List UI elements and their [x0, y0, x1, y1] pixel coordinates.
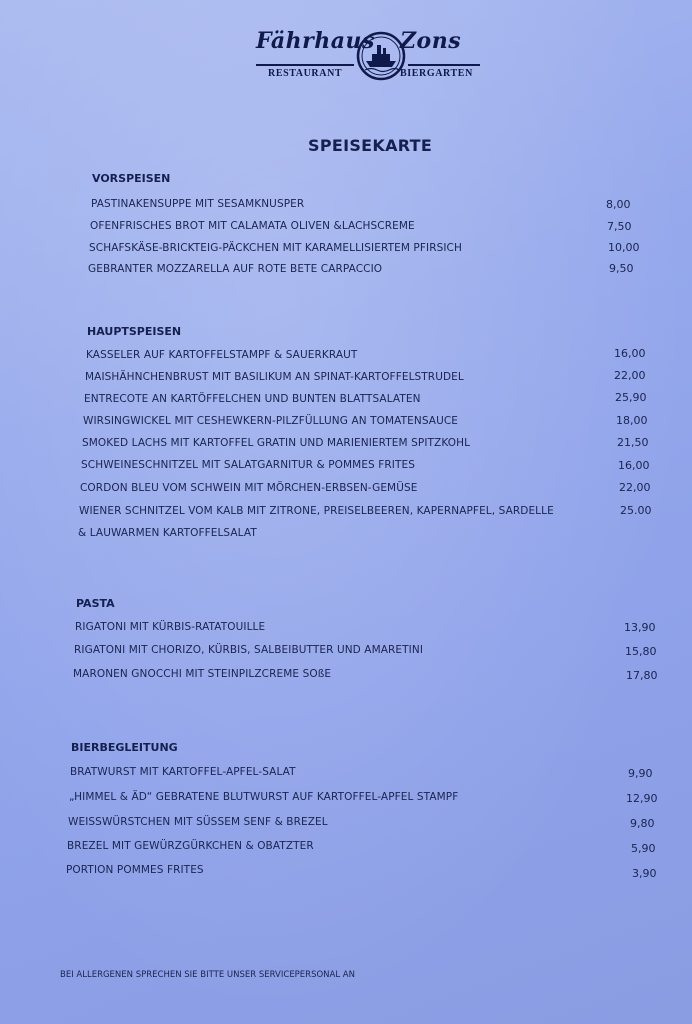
menu-item: CORDON BLEU VOM SCHWEIN MIT MÖRCHEN-ERBSEN-GEMÜSE	[80, 482, 418, 494]
menu-item: ENTRECOTE AN KARTÖFFELCHEN UND BUNTEN BLATTSALATEN	[84, 393, 421, 405]
menu-item-price: 15,80	[625, 645, 657, 658]
logo-rule-right	[408, 64, 480, 66]
menu-item: MAISHÄHNCHENBRUST MIT BASILIKUM AN SPINAT-KARTOFFELSTRUDEL	[85, 371, 464, 383]
menu-item: WIENER SCHNITZEL VOM KALB MIT ZITRONE, PREISELBEEREN, KAPERNAPFEL, SARDELLE	[79, 505, 554, 517]
logo-name-right: Zons	[400, 28, 462, 54]
menu-item: WEISSWÜRSTCHEN MIT SÜSSEM SENF & BREZEL	[68, 816, 328, 828]
section-heading-bierbegleitung: BIERBEGLEITUNG	[71, 741, 178, 754]
menu-item-price: 16,00	[614, 347, 646, 360]
menu-item-price: 18,00	[616, 414, 648, 427]
ferry-emblem-icon	[355, 30, 407, 82]
menu-item: RIGATONI MIT CHORIZO, KÜRBIS, SALBEIBUTTER UND AMARETINI	[74, 644, 424, 656]
menu-item: MARONEN GNOCCHI MIT STEINPILZCREME SOßE	[73, 668, 332, 680]
menu-item: RIGATONI MIT KÜRBIS-RATATOUILLE	[75, 621, 266, 633]
menu-item-price: 25.00	[620, 504, 652, 517]
menu-item: SCHAFSKÄSE-BRICKTEIG-PÄCKCHEN MIT KARAMELLISIERTEM PFIRSICH	[89, 242, 462, 254]
menu-item: „HIMMEL & ÄD“ GEBRATENE BLUTWURST AUF KARTOFFEL-APFEL STAMPF	[69, 791, 459, 803]
menu-item-price: 25,90	[615, 391, 647, 404]
menu-item-price: 21,50	[617, 436, 649, 449]
menu-title: SPEISEKARTE	[308, 136, 433, 155]
menu-item: KASSELER AUF KARTOFFELSTAMPF & SAUERKRAUT	[86, 349, 358, 361]
menu-item-price: 7,50	[607, 220, 632, 233]
menu-item: WIRSINGWICKEL MIT CESHEWKERN-PILZFÜLLUNG AN TOMATENSAUCE	[83, 415, 459, 427]
logo-name-left: Fährhaus	[256, 28, 375, 54]
menu-item-price: 3,90	[632, 867, 657, 880]
menu-item-price: 5,90	[631, 842, 656, 855]
menu-item: SMOKED LACHS MIT KARTOFFEL GRATIN UND MARIENIERTEM SPITZKOHL	[82, 437, 471, 449]
section-heading-pasta: PASTA	[76, 597, 115, 610]
menu-item-price: 22,00	[614, 369, 646, 382]
menu-item-price: 22,00	[619, 481, 651, 494]
section-heading-hauptspeisen: HAUPTSPEISEN	[87, 325, 182, 338]
menu-item: OFENFRISCHES BROT MIT CALAMATA OLIVEN &LACHSCREME	[90, 220, 415, 232]
menu-item-price: 9,50	[609, 262, 634, 275]
menu-item-price: 17,80	[626, 669, 658, 682]
logo-sub-right: BIERGARTEN	[400, 68, 473, 79]
menu-item: BREZEL MIT GEWÜRZGÜRKCHEN & OBATZTER	[67, 840, 314, 852]
allergen-notice: BEI ALLERGENEN SPRECHEN SIE BITTE UNSER SERVICEPERSONAL AN	[60, 970, 355, 980]
logo-rule-left	[256, 64, 354, 66]
menu-item-price: 9,90	[628, 767, 653, 780]
menu-item: PASTINAKENSUPPE MIT SESAMKNUSPER	[91, 198, 305, 210]
menu-item-price: 9,80	[630, 817, 655, 830]
menu-item: & LAUWARMEN KARTOFFELSALAT	[78, 527, 257, 539]
section-heading-vorspeisen: VORSPEISEN	[92, 172, 171, 185]
menu-item: PORTION POMMES FRITES	[66, 864, 204, 876]
restaurant-logo	[250, 28, 486, 86]
menu-item-price: 16,00	[618, 459, 650, 472]
menu-item-price: 8,00	[606, 198, 631, 211]
menu-item-price: 13,90	[624, 621, 656, 634]
menu-item: SCHWEINESCHNITZEL MIT SALATGARNITUR & POMMES FRITES	[81, 459, 416, 471]
logo-sub-left: RESTAURANT	[268, 68, 343, 79]
menu-item-price: 12,90	[626, 792, 658, 805]
menu-item-price: 10,00	[608, 241, 640, 254]
menu-item: GEBRANTER MOZZARELLA AUF ROTE BETE CARPACCIO	[88, 263, 383, 275]
menu-item: BRATWURST MIT KARTOFFEL-APFEL-SALAT	[70, 766, 296, 778]
